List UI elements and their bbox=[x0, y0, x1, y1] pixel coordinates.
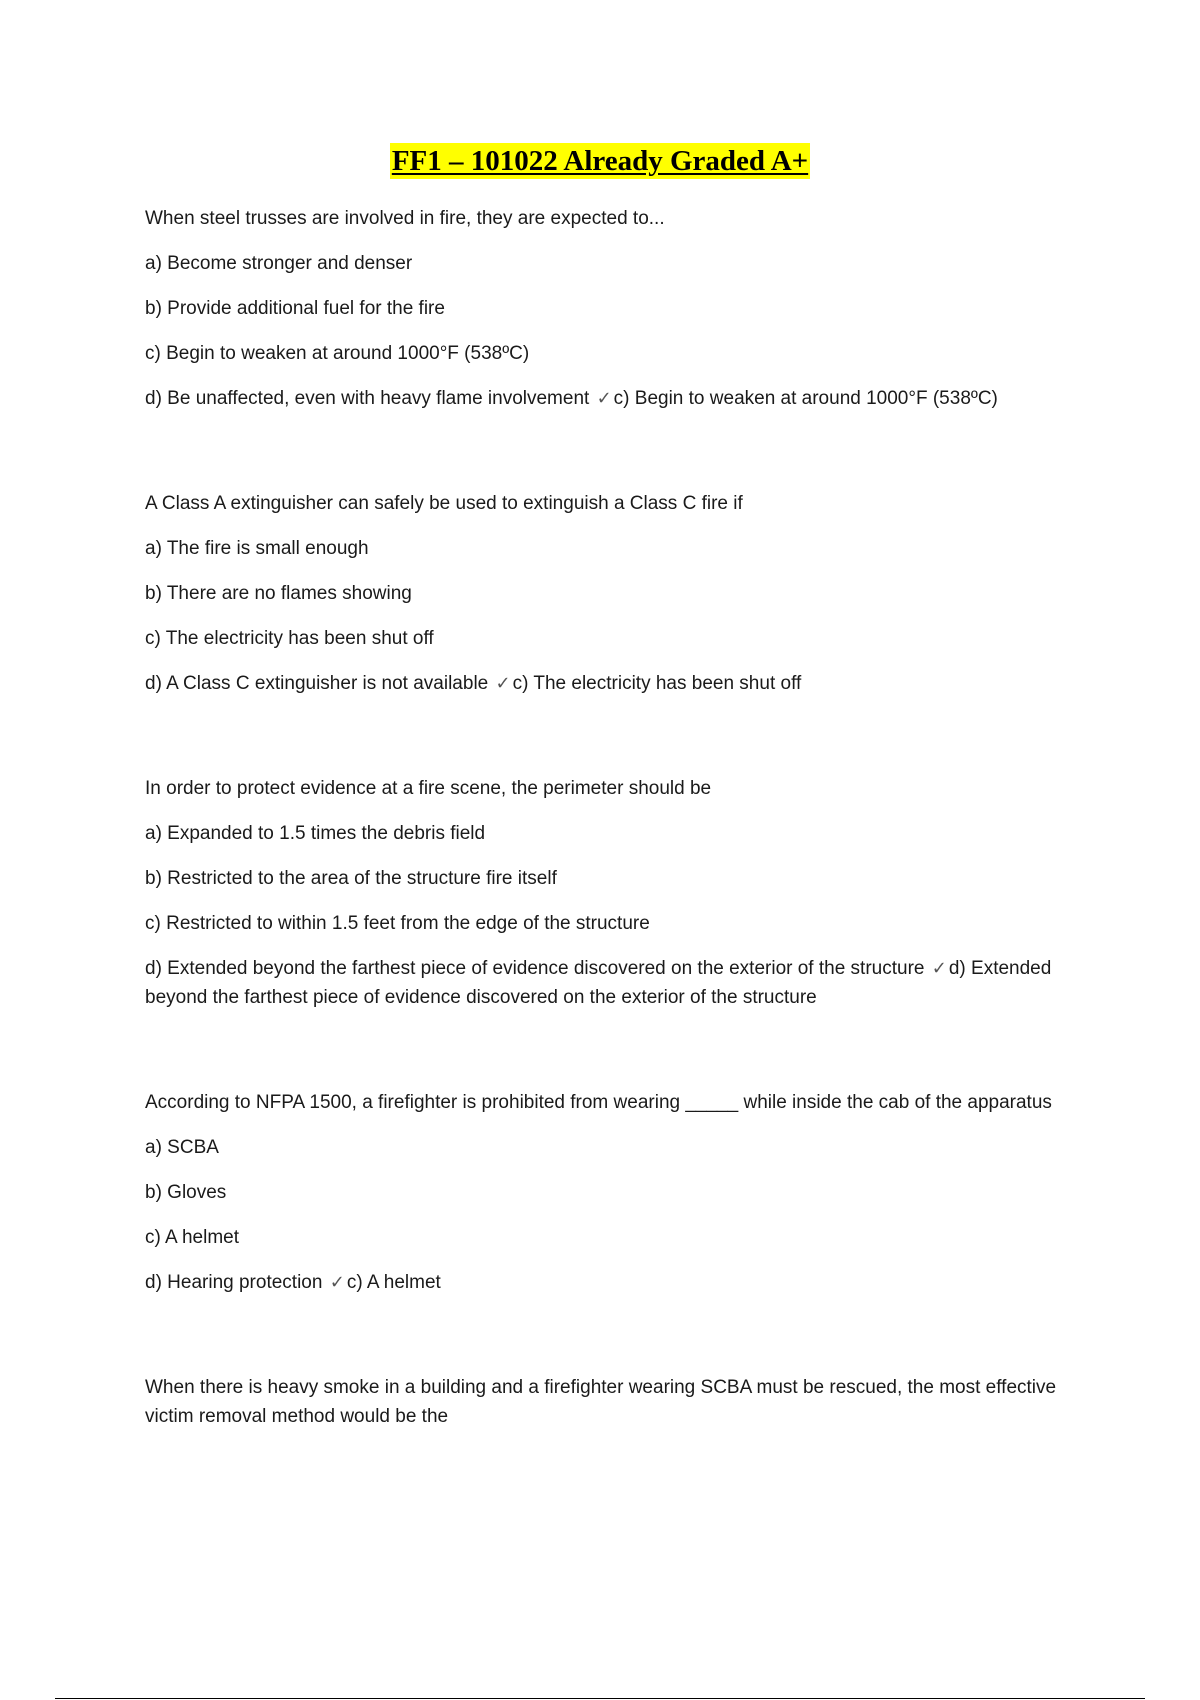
option-a: a) Become stronger and denser bbox=[145, 253, 413, 274]
question-text: When steel trusses are involved in fire, they are expected to... bbox=[145, 208, 665, 229]
page-title: FF1 – 101022 Already Graded A+ bbox=[391, 145, 809, 177]
correct-answer: c) Begin to weaken at around 1000°F (538ºC) bbox=[613, 388, 998, 409]
option-a: a) SCBA bbox=[145, 1137, 219, 1158]
question-text: When there is heavy smoke in a building and a firefighter wearing SCBA must be rescued, the most effective victim removal method would be the bbox=[145, 1377, 1057, 1427]
check-mark-icon: ✓ bbox=[329, 1272, 345, 1292]
option-c: c) A helmet bbox=[145, 1227, 239, 1248]
correct-answer: c) A helmet bbox=[346, 1272, 441, 1293]
question-5 bbox=[145, 1373, 1065, 1431]
check-mark-icon: ✓ bbox=[931, 958, 947, 978]
option-b: b) Provide additional fuel for the fire bbox=[145, 298, 445, 319]
option-c: c) The electricity has been shut off bbox=[145, 628, 434, 649]
question-1 bbox=[145, 204, 1065, 413]
question-3 bbox=[145, 774, 1065, 1012]
question-4 bbox=[145, 1088, 1065, 1297]
option-d: d) Be unaffected, even with heavy flame involvement bbox=[145, 388, 590, 409]
check-mark-icon: ✓ bbox=[495, 673, 511, 693]
question-text: According to NFPA 1500, a firefighter is prohibited from wearing _____ while inside the cab of the apparatus bbox=[145, 1092, 1052, 1113]
question-2 bbox=[145, 489, 1065, 698]
option-d-with-answer bbox=[145, 384, 1065, 413]
option-d: d) A Class C extinguisher is not available bbox=[145, 673, 489, 694]
option-c: c) Begin to weaken at around 1000°F (538ºC) bbox=[145, 343, 530, 364]
title-wrap bbox=[0, 143, 1200, 179]
option-b: b) There are no flames showing bbox=[145, 583, 412, 604]
page-bottom-rule bbox=[55, 1698, 1145, 1699]
option-a: a) Expanded to 1.5 times the debris field bbox=[145, 823, 486, 844]
question-text: In order to protect evidence at a fire scene, the perimeter should be bbox=[145, 778, 712, 799]
spacer bbox=[145, 714, 1065, 774]
option-d: d) Extended beyond the farthest piece of evidence discovered on the exterior of the structure bbox=[145, 958, 925, 979]
spacer bbox=[145, 1028, 1065, 1088]
option-d: d) Hearing protection bbox=[145, 1272, 323, 1293]
correct-answer: c) The electricity has been shut off bbox=[512, 673, 802, 694]
correct-answer: d) Extended beyond the farthest piece of evidence discovered on the exterior of the structure bbox=[145, 958, 1052, 1008]
check-mark-icon: ✓ bbox=[596, 388, 612, 408]
question-list bbox=[145, 204, 1065, 1447]
option-b: b) Gloves bbox=[145, 1182, 227, 1203]
option-b: b) Restricted to the area of the structure fire itself bbox=[145, 868, 557, 889]
option-a: a) The fire is small enough bbox=[145, 538, 369, 559]
spacer bbox=[145, 429, 1065, 489]
option-d-with-answer bbox=[145, 1268, 1065, 1297]
spacer bbox=[145, 1313, 1065, 1373]
option-c: c) Restricted to within 1.5 feet from the edge of the structure bbox=[145, 913, 650, 934]
option-d-with-answer bbox=[145, 669, 1065, 698]
option-d-with-answer bbox=[145, 954, 1065, 1012]
question-text: A Class A extinguisher can safely be used to extinguish a Class C fire if bbox=[145, 493, 743, 514]
